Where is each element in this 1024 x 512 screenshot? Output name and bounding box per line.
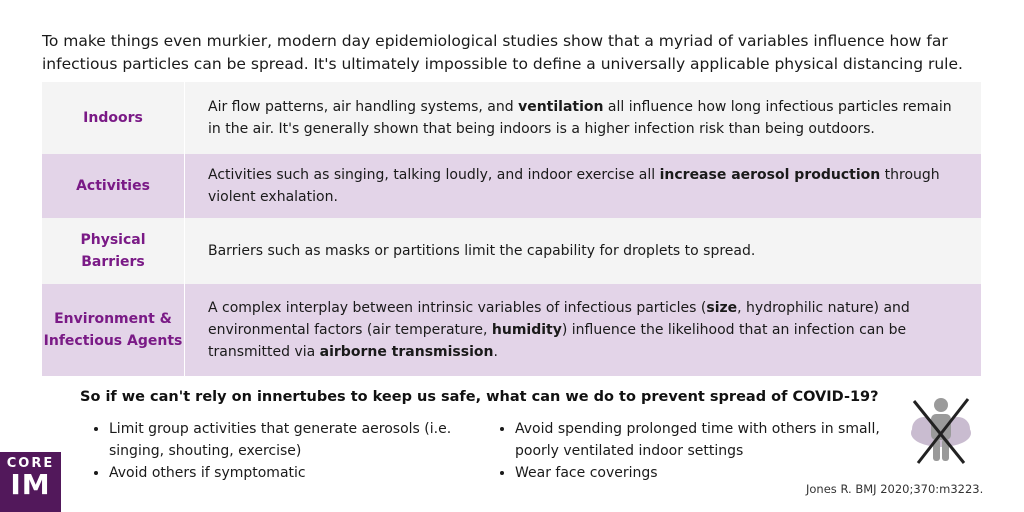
desc-text: Activities such as singing, talking loudly, and indoor exercise all	[208, 167, 660, 183]
prevention-question: So if we can't rely on innertubes to keep us safe, what can we do to prevent spread of COVID-19?	[80, 389, 879, 405]
desc-text: through violent exhalation.	[208, 167, 940, 205]
factor-description	[185, 297, 981, 363]
citation: Jones R. BMJ 2020;370:m3223.	[806, 482, 984, 496]
crossed-out-person-icon	[906, 393, 976, 465]
factor-row-physical-barriers	[42, 218, 981, 284]
logo-line2: IM	[10, 468, 51, 501]
factor-description	[185, 240, 775, 262]
factor-label-line1: Physical	[80, 232, 146, 248]
desc-text: Barriers such as masks or partitions limit the capability for droplets to spread.	[208, 243, 756, 259]
factor-label-line1: Indoors	[83, 110, 143, 126]
factor-description	[185, 96, 981, 140]
factor-label	[42, 154, 185, 218]
intro-paragraph: To make things even murkier, modern day epidemiological studies show that a myriad of variables influence how far infectious particles can be spread. It's ultimately impossible to define a universally applicable physical distancing rule.	[42, 32, 963, 73]
desc-text: .	[493, 344, 498, 360]
list-item: • Limit group activities that generate aerosols (i.e. singing, shouting, exercise)	[109, 418, 489, 462]
desc-text: A complex interplay between intrinsic variables of infectious particles (	[208, 300, 707, 316]
factor-label-line2: Infectious Agents	[43, 333, 183, 349]
desc-emphasis: airborne transmission	[319, 344, 494, 360]
factors-table	[42, 82, 981, 376]
core-im-logo	[0, 452, 61, 512]
list-item: • Avoid others if symptomatic	[109, 462, 489, 484]
factor-label-line1: Activities	[76, 178, 150, 194]
desc-emphasis: humidity	[491, 322, 562, 338]
desc-text: , hydrophilic nature) and environmental factors (air temperature,	[208, 300, 910, 338]
desc-emphasis: ventilation	[518, 99, 604, 115]
tips-list-right	[495, 418, 910, 484]
desc-text: ) influence the likelihood that an infection can be transmitted via	[208, 322, 907, 360]
factor-label	[42, 284, 185, 376]
factor-row-activities	[42, 154, 981, 218]
desc-text: Air flow patterns, air handling systems, and	[208, 99, 519, 115]
desc-emphasis: size	[706, 300, 738, 316]
desc-text: all influence how long infectious particles remain in the air. It's generally shown that being indoors is a higher infection risk than being outdoors.	[208, 99, 952, 137]
factor-row-environment	[42, 284, 981, 376]
logo-line1: CORE	[6, 456, 55, 471]
factor-label	[42, 218, 185, 284]
factor-label	[42, 82, 185, 154]
factor-label-line1: Environment &	[54, 311, 172, 327]
factor-label-line2: Barriers	[81, 254, 145, 270]
factor-row-indoors	[42, 82, 981, 154]
list-item: • Avoid spending prolonged time with others in small, poorly ventilated indoor settings	[515, 418, 910, 462]
factor-description	[185, 164, 981, 208]
list-item: • Wear face coverings	[515, 462, 910, 484]
desc-emphasis: increase aerosol production	[659, 167, 881, 183]
tips-list-left	[89, 418, 489, 484]
